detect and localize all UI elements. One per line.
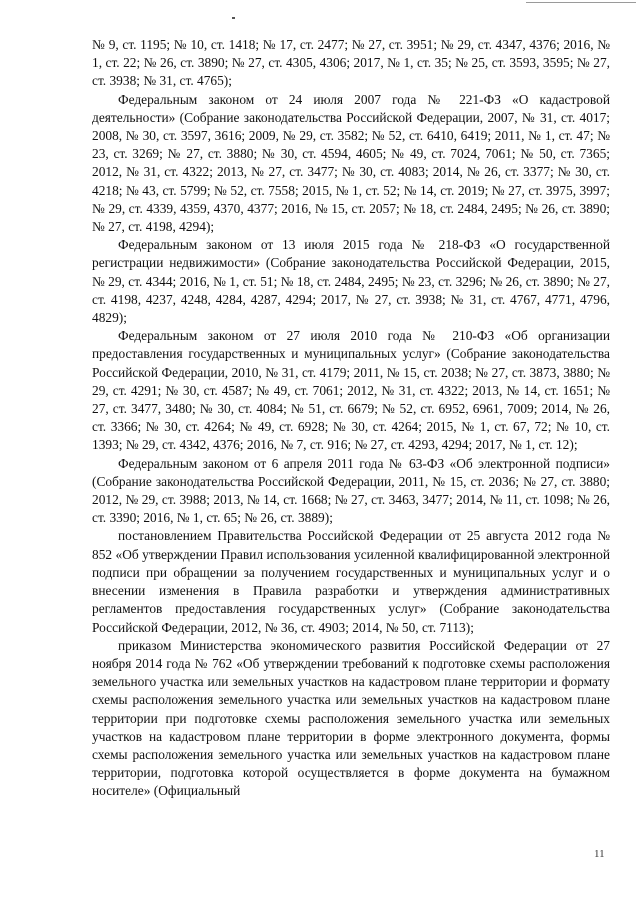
document-page (92, 36, 610, 801)
paragraph-cadastral-law: Федеральным законом от 24 июля 2007 года № 221-ФЗ «О кадастровой деятельности» (Собрание законодательства Российской Федерации, 2007, № 31, ст. 4017; 2008, № 30, ст. 3597, 3616; 2009, № 29, ст. 3582; № 52, ст. 6410, 6419; 2011, № 1, ст. 47; № 23, ст. 3269; № 27, ст. 3880; № 30, ст. 4594, 4605; № 49, ст. 7024, 7061; № 50, ст. 7365; 2012, № 31, ст. 4322; 2013, № 27, ст. 3477; № 30, ст. 4083; 2014, № 26, ст. 3377; № 30, ст. 4218; № 43, ст. 5799; № 52, ст. 7558; 2015, № 1, ст. 52; № 14, ст. 2019; № 27, ст. 3975, 3997; № 29, ст. 4339, 4359, 4370, 4377; 2016, № 15, ст. 2057; № 18, ст. 2484, 2495; № 26, ст. 3890; № 27, ст. 4198, 4294); (92, 91, 610, 235)
paragraph-esignature-law: Федеральным законом от 6 апреля 2011 года № 63-ФЗ «Об электронной подписи» (Собрание законодательства Российской Федерации, 2011, № 15, ст. 2036; № 27, ст. 3880; 2012, № 29, ст. 3988; 2013, № 14, ст. 1668; № 27, ст. 3463, 3477; 2014, № 11, ст. 1098; № 26, ст. 3390; 2016, № 1, ст. 65; № 26, ст. 3889); (92, 455, 610, 526)
paragraph-registration-law: Федеральным законом от 13 июля 2015 года № 218-ФЗ «О государственной регистрации недвижимости» (Собрание законодательства Российской Федерации, 2015, № 29, ст. 4344; 2016, № 1, ст. 51; № 18, ст. 2484, 2495; № 23, ст. 3296; № 26, ст. 3890; № 27, ст. 4198, 4237, 4248, 4284, 4287, 4294; 2017, № 27, ст. 3938; № 31, ст. 4767, 4771, 4796, 4829); (92, 237, 610, 326)
top-edge-line (526, 2, 636, 3)
page-number: 11 (594, 848, 605, 860)
paragraph-services-law: Федеральным законом от 27 июля 2010 года № 210-ФЗ «Об организации предоставления государственных и муниципальных услуг» (Собрание законодательства Российской Федерации, 2010, № 31, ст. 4179; 2011, № 15, ст. 2038; № 27, ст. 3873, 3880; № 29, ст. 4291; № 30, ст. 4587; № 49, ст. 7061; 2012, № 31, ст. 4322; 2013, № 14, ст. 1651; № 27, ст. 3477, 3480; № 30, ст. 4084; № 51, ст. 6679; № 52, ст. 6952, 6961, 7009; 2014, № 26, ст. 3366; № 30, ст. 4264; № 49, ст. 6928; № 30, ст. 4264; 2015, № 1, ст. 67, 72; № 10, ст. 1393; № 29, ст. 4342, 4376; 2016, № 7, ст. 916; № 27, ст. 4293, 4294; 2017, № 1, ст. 12); (92, 328, 610, 453)
paragraph-continuation: № 9, ст. 1195; № 10, ст. 1418; № 17, ст. 2477; № 27, ст. 3951; № 29, ст. 4347, 4376; 2016, № 1, ст. 22; № 26, ст. 3890; № 27, ст. 4305, 4306; 2017, № 1, ст. 35; № 25, ст. 3593, 3595; № 27, ст. 3938; № 31, ст. 4765); (92, 37, 610, 89)
paragraph-ministry-order: приказом Министерства экономического развития Российской Федерации от 27 ноября 2014 года № 762 «Об утверждении требований к подготовке схемы расположения земельного участка или земельных участков на кадастровом плане территории и формату схемы расположения земельного участка или земельных участков на кадастровом плане территории при подготовке схемы расположения земельного участка или земельных участков на кадастровом плане территории в форме электронного документа, формы схемы расположения земельного участка или земельных участков на кадастровом плане территории, подготовка которой осуществляется в форме документа на бумажном носителе» (Официальный (92, 637, 610, 799)
scan-speck (232, 17, 235, 19)
paragraph-government-decree: постановлением Правительства Российской Федерации от 25 августа 2012 года № 852 «Об утверждении Правил использования усиленной квалифицированной электронной подписи при обращении за получением государственных и муниципальных услуг и о внесении изменения в Правила разработки и утверждения административных регламентов предоставления государственных услуг» (Собрание законодательства Российской Федерации, 2012, № 36, ст. 4903; 2014, № 50, ст. 7113); (92, 528, 610, 635)
